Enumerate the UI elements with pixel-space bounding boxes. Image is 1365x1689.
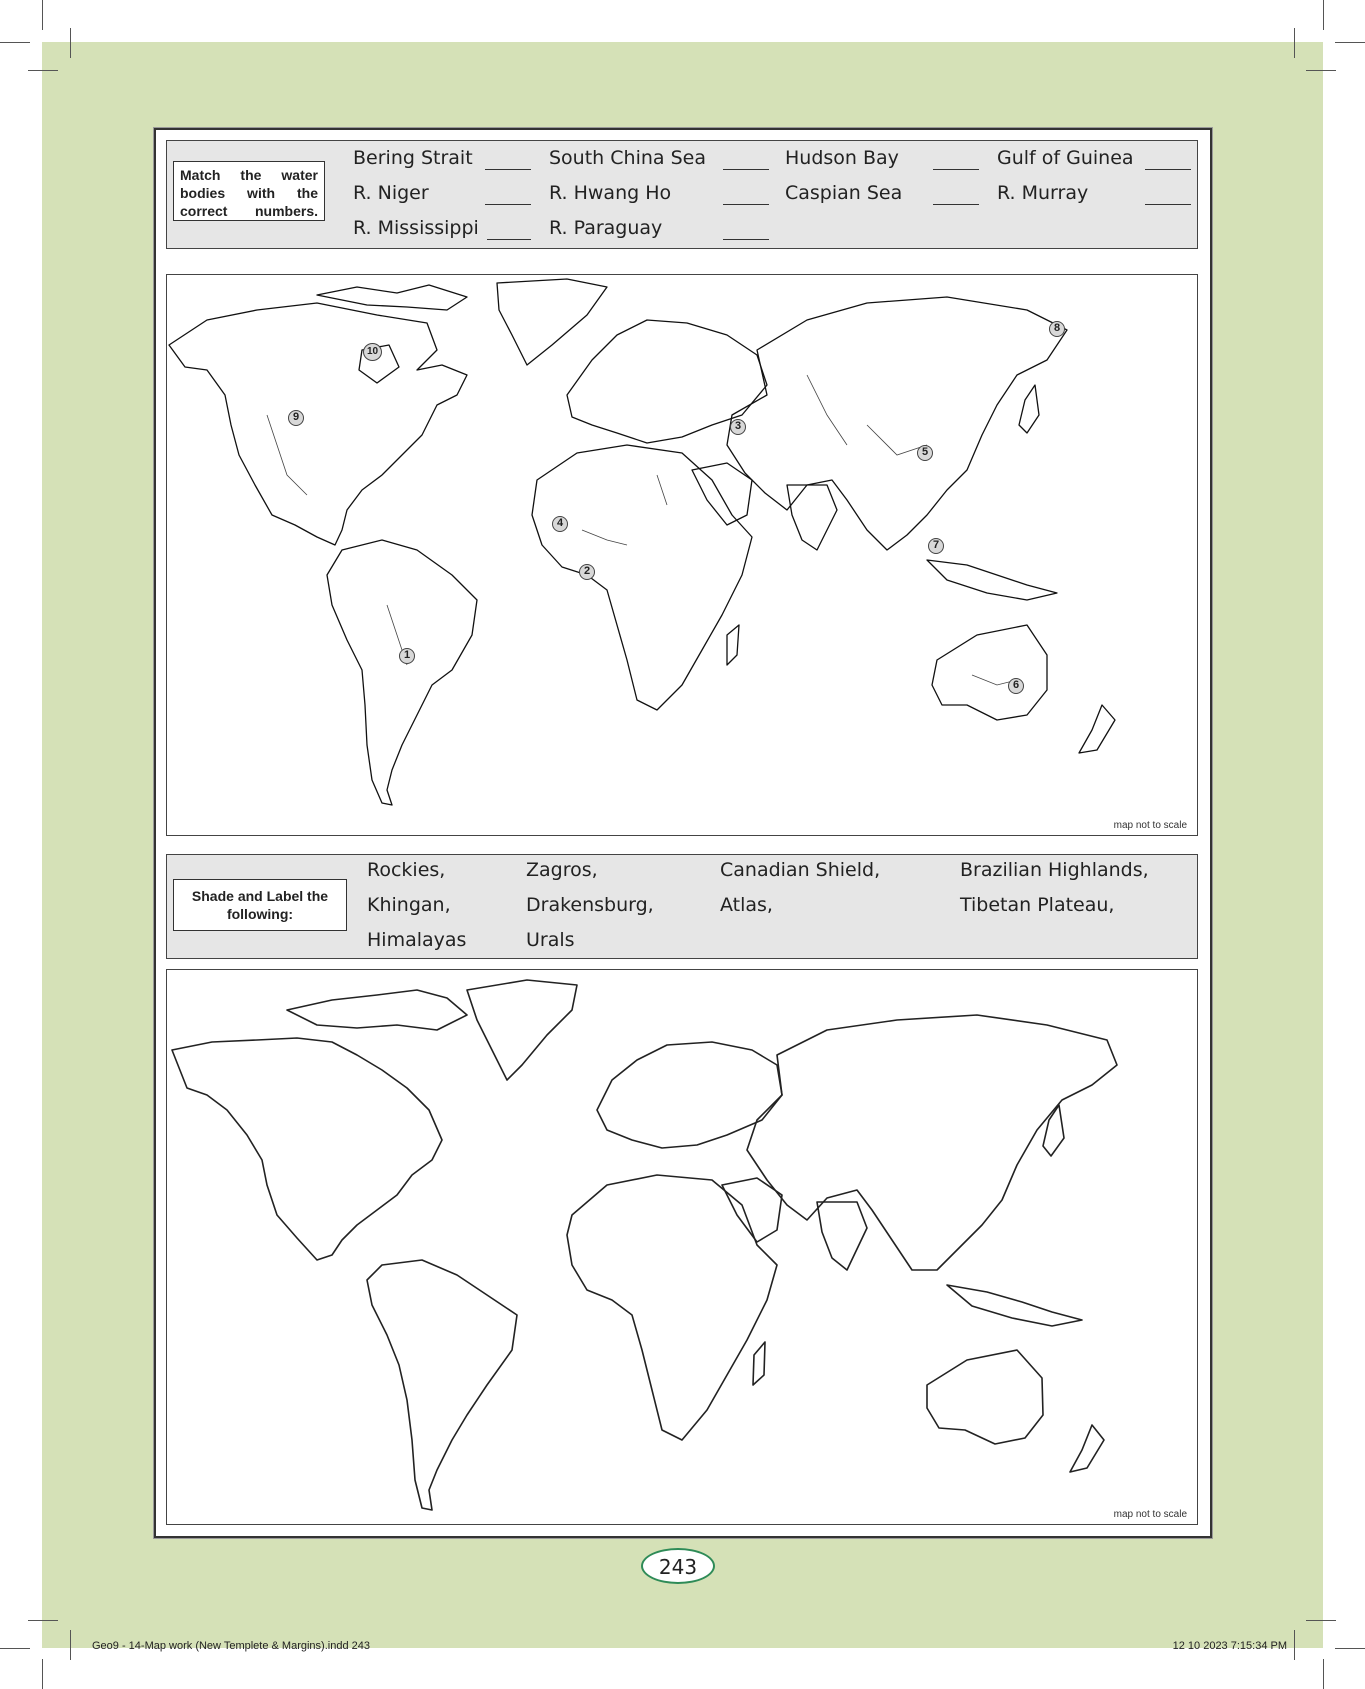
crop-mark xyxy=(42,0,43,30)
indian-peninsula xyxy=(787,485,837,550)
worksheet xyxy=(154,128,1212,1538)
south-america-landmass xyxy=(327,540,477,805)
marker-7: 7 xyxy=(928,538,944,554)
crop-mark xyxy=(28,70,58,71)
asia-landmass xyxy=(727,297,1067,550)
crop-mark xyxy=(70,1630,71,1660)
marker-3: 3 xyxy=(730,419,746,435)
north-america-landmass xyxy=(169,303,467,545)
item-bering-strait: Bering Strait xyxy=(353,147,473,169)
arctic-islands xyxy=(317,285,467,310)
item-r-paraguay: R. Paraguay xyxy=(549,217,663,239)
map-scale-note: map not to scale xyxy=(1113,1509,1187,1520)
item-urals: Urals xyxy=(526,929,575,951)
marker-10: 10 xyxy=(363,343,382,361)
item-r-hwang-ho: R. Hwang Ho xyxy=(549,182,672,204)
page-number: 243 xyxy=(641,1548,715,1584)
south-america-landmass xyxy=(367,1260,517,1510)
item-atlas: Atlas, xyxy=(720,894,773,916)
japan-outline xyxy=(1043,1105,1064,1156)
africa-landmass xyxy=(567,1175,777,1440)
marker-6: 6 xyxy=(1008,678,1024,694)
item-r-mississippi: R. Mississippi xyxy=(353,217,479,239)
item-south-china-sea: South China Sea xyxy=(549,147,706,169)
crop-mark xyxy=(0,42,30,43)
marker-8: 8 xyxy=(1049,321,1065,337)
crop-mark xyxy=(1335,42,1365,43)
item-rockies: Rockies, xyxy=(367,859,446,881)
madagascar-outline xyxy=(727,625,739,665)
item-brazilian-highlands: Brazilian Highlands, xyxy=(960,859,1149,881)
item-hudson-bay: Hudson Bay xyxy=(785,147,899,169)
indian-peninsula xyxy=(817,1202,867,1270)
answer-blank[interactable] xyxy=(723,169,769,170)
japan-outline xyxy=(1019,385,1039,433)
crop-mark xyxy=(0,1648,30,1649)
rivers xyxy=(267,375,1017,685)
shade-label-task-box xyxy=(166,854,1198,959)
australia-landmass xyxy=(932,625,1047,720)
world-map-outline xyxy=(167,275,1197,835)
marker-2: 2 xyxy=(579,564,595,580)
answer-blank[interactable] xyxy=(485,204,531,205)
crop-mark xyxy=(1306,1620,1336,1621)
new-zealand-outline xyxy=(1070,1425,1104,1472)
item-tibetan-plateau: Tibetan Plateau, xyxy=(960,894,1115,916)
item-caspian-sea: Caspian Sea xyxy=(785,182,903,204)
shade-label-instruction: Shade and Label the following: xyxy=(173,879,347,931)
world-map-physical xyxy=(166,274,1198,836)
item-drakensburg: Drakensburg, xyxy=(526,894,654,916)
item-canadian-shield: Canadian Shield, xyxy=(720,859,881,881)
crop-mark xyxy=(1323,0,1324,30)
crop-mark xyxy=(70,28,71,58)
crop-mark xyxy=(1335,1648,1365,1649)
europe-landmass xyxy=(597,1042,782,1148)
item-r-murray: R. Murray xyxy=(997,182,1089,204)
crop-mark xyxy=(28,1620,58,1621)
answer-blank[interactable] xyxy=(1145,204,1191,205)
greenland-landmass xyxy=(467,980,577,1080)
match-instruction: Match the water bodies with the correct numbers. xyxy=(173,161,325,221)
africa-landmass xyxy=(532,445,752,710)
crop-mark xyxy=(1323,1659,1324,1689)
madagascar-outline xyxy=(753,1342,765,1385)
australia-landmass xyxy=(927,1350,1043,1444)
marker-4: 4 xyxy=(552,516,568,532)
greenland-landmass xyxy=(497,279,607,365)
answer-blank[interactable] xyxy=(487,239,531,240)
item-khingan: Khingan, xyxy=(367,894,451,916)
crop-mark xyxy=(42,1659,43,1689)
item-r-niger: R. Niger xyxy=(353,182,429,204)
crop-mark xyxy=(1306,70,1336,71)
new-zealand-outline xyxy=(1079,705,1115,753)
match-task-box xyxy=(166,140,1198,249)
crop-mark xyxy=(1294,28,1295,58)
arabian-peninsula xyxy=(692,463,752,525)
north-america-landmass xyxy=(172,1038,442,1260)
crop-mark xyxy=(1294,1630,1295,1660)
marker-9: 9 xyxy=(288,410,304,426)
map-scale-note: map not to scale xyxy=(1113,820,1187,831)
southeast-asia-islands xyxy=(947,1285,1082,1326)
marker-5: 5 xyxy=(917,445,933,461)
answer-blank[interactable] xyxy=(723,239,769,240)
item-zagros: Zagros, xyxy=(526,859,598,881)
arctic-islands xyxy=(287,990,467,1030)
southeast-asia-islands xyxy=(927,560,1057,600)
answer-blank[interactable] xyxy=(933,204,979,205)
item-gulf-of-guinea: Gulf of Guinea xyxy=(997,147,1134,169)
answer-blank[interactable] xyxy=(933,169,979,170)
world-map-blank xyxy=(166,969,1198,1525)
answer-blank[interactable] xyxy=(1145,169,1191,170)
world-map-blank-outline xyxy=(167,970,1197,1524)
answer-blank[interactable] xyxy=(485,169,531,170)
item-himalayas: Himalayas xyxy=(367,929,467,951)
marker-1: 1 xyxy=(399,648,415,664)
footer-file-info: Geo9 - 14-Map work (New Templete & Margins).indd 243 xyxy=(92,1640,370,1652)
footer-timestamp: 12 10 2023 7:15:34 PM xyxy=(1172,1640,1287,1652)
answer-blank[interactable] xyxy=(723,204,769,205)
